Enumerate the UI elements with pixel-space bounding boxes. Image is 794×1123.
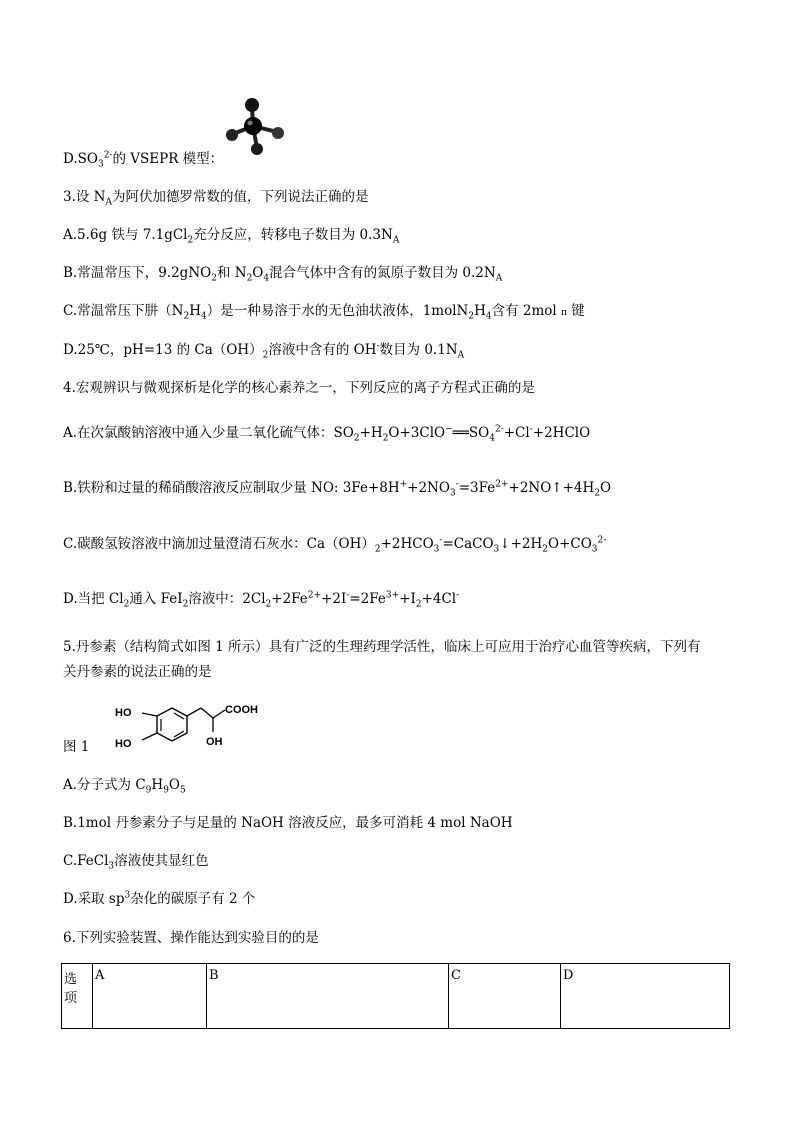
question-5-option-b: B.1mol 丹参素分子与足量的 NaOH 溶液反应，最多可消耗 4 mol NaOH	[63, 815, 513, 831]
table-cell-c: C	[449, 964, 561, 1029]
question-5-line-1: 5.丹参素（结构简式如图 1 所示）具有广泛的生理药理学活性，临床上可应用于治疗心血管等疾病，下列有	[63, 639, 701, 655]
table-row	[62, 964, 730, 1029]
question-5-option-a: A.分子式为 $C_9H_9O_5$	[63, 777, 186, 796]
vsepr-model-image	[215, 96, 295, 160]
question-3-option-d: D.25℃，pH=13 的 $Ca(OH)_2$溶液中含有的 OH-数目为 $0.1N_A$	[63, 341, 465, 361]
figure-1-label: 图 1	[63, 739, 90, 755]
question-3: 3.设 $N_A$为阿伏加德罗常数的值，下列说法正确的是	[63, 189, 369, 208]
question-4: 4.宏观辨识与微观探析是化学的核心素养之一，下列反应的离子方程式正确的是	[63, 380, 535, 396]
question-3-option-a: A.5.6g 铁与 7.1gCl$_2$充分反应，转移电子数目为 $0.3N_A$	[63, 227, 400, 246]
question-3-option-b: B.常温常压下，9.2gNO$_2$和 $N_2O_4$混合气体中含有的氮原子数目为 $0.2N_A$	[63, 265, 503, 284]
options-table	[61, 963, 730, 1029]
header-line-2: 项	[64, 991, 78, 1006]
question-4-option-c: C.碳酸氢铵溶液中滴加过量澄清石灰水：$Ca(OH)_2+2HCO_3^-=CaCO_3↓+2H_2O+CO_3^{2-}$	[63, 535, 607, 555]
option-3d-vsepr: $D.SO_3^{2-}$的 VSEPR 模型：	[63, 150, 224, 170]
question-5-option-c: C.FeCl$_3$溶液使其显红色	[63, 853, 209, 872]
table-header-cell	[62, 964, 93, 1029]
ho-bottom-label: HO	[115, 738, 132, 750]
question-4-option-d: D.当把 $Cl_2$通入 FeI$_2$溶液中：$2Cl_2+2Fe^{2+}+2I^-=2Fe^{3+}+I_2+4Cl^-$	[63, 590, 460, 610]
table-cell-a: A	[93, 964, 207, 1029]
ho-top-label: HO	[115, 707, 132, 719]
question-6: 6.下列实验装置、操作能达到实验目的的是	[63, 930, 319, 946]
question-4-option-a: A.在次氯酸钠溶液中通入少量二氧化硫气体：$SO_2+H_2O+3ClO^-══SO_4^{2-}+Cl^-+2HClO$	[63, 424, 591, 444]
question-5-option-d: D.采取 $sp^3$杂化的碳原子有 2 个	[63, 890, 256, 907]
table-cell-b: B	[207, 964, 449, 1029]
danshensu-structure-image	[112, 700, 272, 758]
table-cell-d: D	[561, 964, 730, 1029]
oh-label: OH	[206, 736, 223, 748]
cooh-label: COOH	[225, 704, 258, 716]
header-line-1: 选	[64, 972, 78, 987]
question-3-option-c: C.常温常压下肼$(N_2H_4)$是一种易溶于水的无色油状液体，$1molN_2H_4$含有 2mol π 键	[63, 303, 585, 322]
question-5-line-2: 关丹参素的说法正确的是	[63, 664, 212, 680]
question-4-option-b: B.铁粉和过量的稀硝酸溶液反应制取少量 NO: $3Fe+8H^++2NO_3^-=3Fe^{2+}+2NO↑+4H_2O$	[63, 479, 612, 499]
